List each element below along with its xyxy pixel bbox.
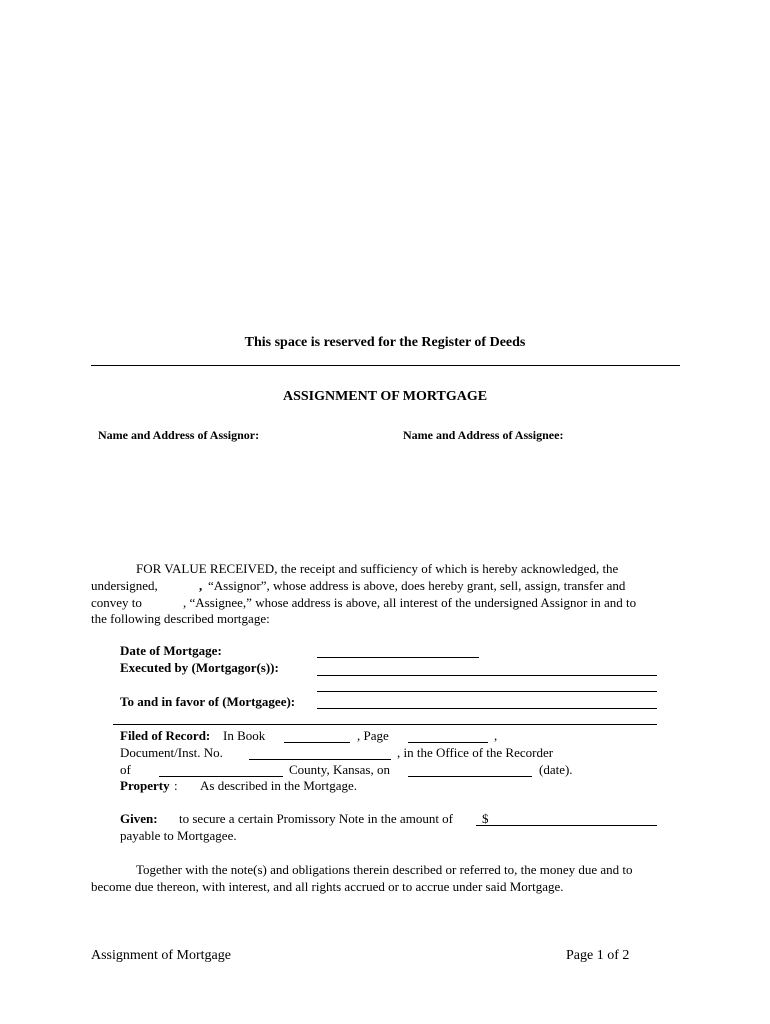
intro-undersigned: undersigned, xyxy=(91,578,158,593)
mortgagee-field-line-2[interactable] xyxy=(113,724,657,725)
given-text: to secure a certain Promissory Note in the amount of xyxy=(179,811,454,826)
intro-line-4: the following described mortgage: xyxy=(91,611,270,626)
intro-comma: , xyxy=(199,578,203,593)
mortgagee-label: To and in favor of (Mortgagee): xyxy=(120,694,296,709)
date-of-mortgage-field[interactable] xyxy=(317,657,479,658)
document-title: ASSIGNMENT OF MORTGAGE xyxy=(282,389,488,404)
book-field[interactable] xyxy=(284,742,350,743)
mortgagee-field[interactable] xyxy=(317,708,657,709)
property-colon: : xyxy=(174,778,178,793)
page-field[interactable] xyxy=(408,742,488,743)
footer-title: Assignment of Mortgage xyxy=(91,948,231,963)
page-number: Page 1 of 2 xyxy=(566,948,630,963)
recorded-date-field[interactable] xyxy=(408,776,532,777)
together-line-1: Together with the note(s) and obligations therein described or referred to, the money due and to xyxy=(136,862,633,877)
intro-line-2: “Assignor”, whose address is above, does hereby grant, sell, assign, transfer and xyxy=(208,578,626,593)
assignee-heading: Name and Address of Assignee: xyxy=(403,428,564,442)
county-field[interactable] xyxy=(159,776,283,777)
intro-line-1: FOR VALUE RECEIVED, the receipt and sufficiency of which is hereby acknowledged, the xyxy=(136,561,619,576)
intro-convey-to: convey to xyxy=(91,595,142,610)
filed-of-record-label: Filed of Record: xyxy=(120,728,211,743)
property-label: Property xyxy=(120,778,170,793)
county-kansas-text: County, Kansas, on xyxy=(289,762,390,777)
intro-line-3: , “Assignee,” whose address is above, all interest of the undersigned Assignor in and to xyxy=(183,595,637,610)
recorder-office-text: , in the Office of the Recorder xyxy=(397,745,554,760)
of-text: of xyxy=(120,762,131,777)
amount-field[interactable] xyxy=(476,825,657,826)
executed-by-label: Executed by (Mortgagor(s)): xyxy=(120,660,279,675)
document-number-field[interactable] xyxy=(249,759,391,760)
date-of-mortgage-label: Date of Mortgage: xyxy=(120,643,222,658)
mortgagor-field[interactable] xyxy=(317,675,657,676)
given-label: Given: xyxy=(120,811,158,826)
mortgagor-field-line-2[interactable] xyxy=(317,691,657,692)
property-description: As described in the Mortgage. xyxy=(200,778,358,793)
assignor-heading: Name and Address of Assignor: xyxy=(98,428,260,442)
reserved-space-divider xyxy=(91,365,680,366)
reserved-space-label: This space is reserved for the Register of Deeds xyxy=(244,335,526,350)
payable-text: payable to Mortgagee. xyxy=(120,828,237,843)
document-number-label: Document/Inst. No. xyxy=(120,745,223,760)
in-book-text: In Book xyxy=(223,728,266,743)
together-line-2: become due thereon, with interest, and all rights accrued or to accrue under said Mortgage. xyxy=(91,879,564,894)
dollar-sign: $ xyxy=(482,811,489,826)
page-text: , Page xyxy=(357,728,389,743)
page-comma: , xyxy=(494,728,498,743)
date-suffix-text: (date). xyxy=(539,762,573,777)
